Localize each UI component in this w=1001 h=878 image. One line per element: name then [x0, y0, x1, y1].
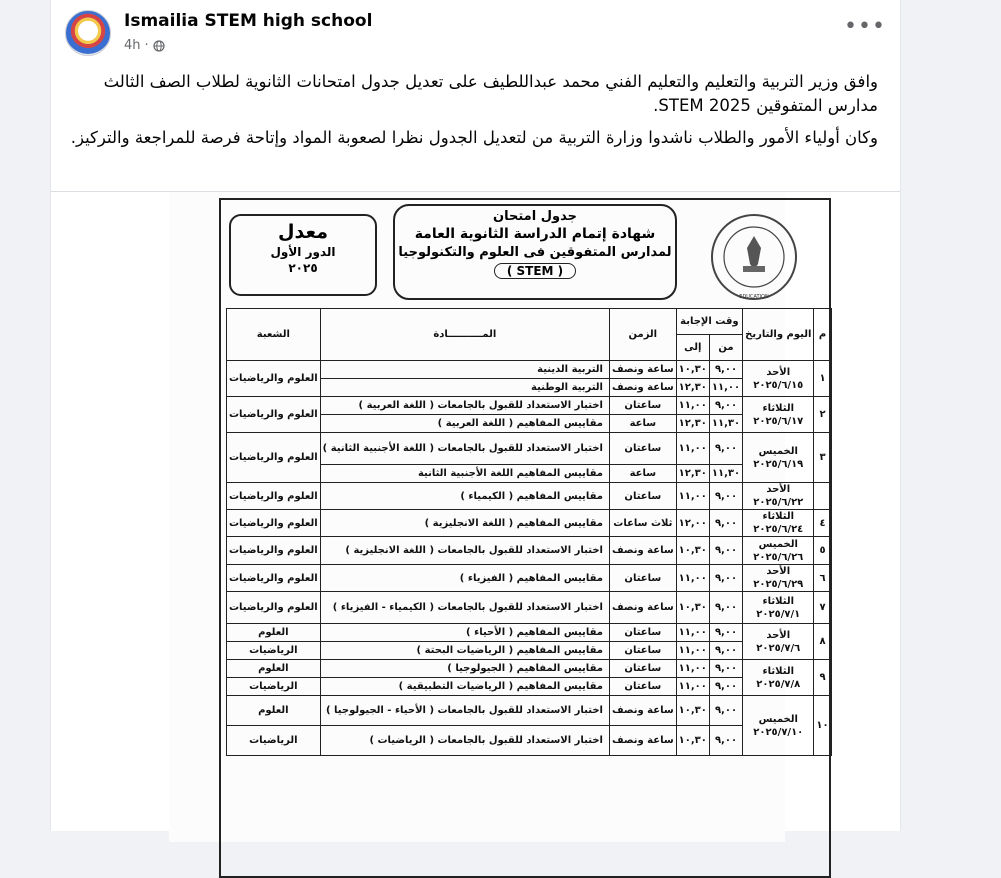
row-to: ١١,٠٠	[676, 660, 709, 678]
row-from: ٩,٠٠	[709, 537, 742, 565]
ministry-seal-icon	[695, 212, 813, 302]
post-text	[58, 70, 878, 158]
row-number	[814, 483, 831, 510]
row-to: ١٢,٠٠	[676, 510, 709, 537]
col-header-duration: الزمن	[609, 309, 676, 361]
row-number: ٤	[814, 510, 831, 537]
table-row	[227, 483, 832, 510]
row-day: الأحد	[766, 366, 791, 378]
exam-schedule-table	[226, 308, 832, 756]
row-date: ٢٠٢٥/٧/١	[756, 608, 801, 620]
row-to: ١١,٠٠	[676, 678, 709, 696]
row-from: ٩,٠٠	[709, 642, 742, 660]
table-row	[227, 361, 832, 379]
row-branch: العلوم	[227, 624, 321, 642]
row-branch: العلوم والرياضيات	[227, 537, 321, 565]
table-row	[227, 642, 832, 660]
row-number: ٣	[814, 433, 831, 483]
table-row	[227, 696, 832, 726]
post-card	[50, 0, 901, 831]
row-subject: مقاييس المفاهيم اللغة الأجنبية الثانية	[320, 465, 609, 483]
more-options-icon[interactable]: •••	[844, 14, 886, 39]
row-to: ١١,٠٠	[676, 397, 709, 415]
title-line-4: ( STEM )	[494, 263, 576, 279]
post-paragraph: وافق وزير التربية والتعليم والتعليم الفني محمد عبداللطيف على تعديل جدول امتحانات الثانوية لطلاب الصف الثالث مدارس المتفوقين STEM 2025.	[103, 72, 878, 115]
row-date: ٢٠٢٥/٧/١٠	[753, 726, 804, 738]
row-day: الأحد	[766, 629, 791, 641]
row-subject: اختبار الاستعداد للقبول بالجامعات ( اللغة الأجنبية الثانية )	[320, 433, 609, 465]
row-branch: العلوم والرياضيات	[227, 361, 321, 397]
row-date: ٢٠٢٥/٧/٦	[756, 642, 801, 654]
row-from: ٩,٠٠	[709, 678, 742, 696]
row-number: ٦	[814, 565, 831, 592]
row-number: ٨	[814, 624, 831, 660]
row-subject: اختبار الاستعداد للقبول بالجامعات ( الأحياء - الجيولوجيا )	[320, 696, 609, 726]
row-number: ١	[814, 361, 831, 397]
row-date: ٢٠٢٥/٦/٢٤	[753, 524, 804, 535]
row-day: الخميس	[758, 538, 798, 550]
row-duration: ساعتان	[609, 642, 676, 660]
table-row	[227, 624, 832, 642]
row-subject: مقاييس المفاهيم ( الأحياء )	[320, 624, 609, 642]
row-from: ٩,٠٠	[709, 361, 742, 379]
table-row	[227, 565, 832, 592]
row-from: ٩,٠٠	[709, 624, 742, 642]
row-date: ٢٠٢٥/٦/١٩	[753, 458, 804, 470]
row-duration: ساعتان	[609, 678, 676, 696]
row-to: ١١,٠٠	[676, 624, 709, 642]
col-header-from: من	[709, 335, 742, 361]
row-day-date	[743, 565, 814, 592]
row-duration: ساعتان	[609, 565, 676, 592]
page-avatar[interactable]	[65, 10, 111, 56]
row-duration: ساعتان	[609, 660, 676, 678]
row-day: الأحد	[766, 566, 791, 577]
row-day-date	[743, 537, 814, 565]
row-day-date	[743, 361, 814, 397]
badge-title: معدل	[278, 221, 328, 243]
row-branch: العلوم والرياضيات	[227, 483, 321, 510]
row-day-date	[743, 510, 814, 537]
row-from: ٩,٠٠	[709, 726, 742, 756]
row-day-date	[743, 483, 814, 510]
row-date: ٢٠٢٥/٧/٨	[756, 678, 801, 690]
row-day-date	[743, 660, 814, 696]
row-duration: ساعة ونصف	[609, 361, 676, 379]
svg-text:EDUCATION: EDUCATION	[739, 294, 769, 300]
post-time[interactable]: 4h	[124, 38, 141, 53]
row-duration: ثلاث ساعات	[609, 510, 676, 537]
title-line-3: لمدارس المتفوقين فى العلوم والتكنولوجيا	[398, 245, 672, 260]
row-branch: الرياضيات	[227, 726, 321, 756]
row-subject: مقاييس المفاهيم ( الفيزياء )	[320, 565, 609, 592]
row-subject: مقاييس المفاهيم ( الرياضيات البحتة )	[320, 642, 609, 660]
row-date: ٢٠٢٥/٦/٢٦	[753, 551, 804, 563]
row-to: ١٠,٣٠	[676, 592, 709, 624]
schedule-body	[227, 361, 832, 756]
row-subject: التربية الدينية	[320, 361, 609, 379]
row-duration: ساعتان	[609, 397, 676, 415]
row-day: الثلاثاء	[762, 402, 794, 414]
row-subject: مقاييس المفاهيم ( اللغة العربية )	[320, 415, 609, 433]
document-title	[393, 204, 677, 300]
row-to: ١٢,٣٠	[676, 415, 709, 433]
col-header-to: إلى	[676, 335, 709, 361]
title-line-1: جدول امتحان	[493, 209, 577, 224]
row-day: الثلاثاء	[762, 595, 794, 607]
row-from: ٩,٠٠	[709, 592, 742, 624]
row-branch: العلوم والرياضيات	[227, 565, 321, 592]
table-row	[227, 592, 832, 624]
row-branch: الرياضيات	[227, 642, 321, 660]
row-number: ٧	[814, 592, 831, 624]
row-day: الثلاثاء	[762, 511, 794, 522]
globe-icon	[153, 40, 165, 52]
row-branch: الرياضيات	[227, 678, 321, 696]
row-subject: مقاييس المفاهيم ( الرياضيات التطبيقية )	[320, 678, 609, 696]
row-from: ٩,٠٠	[709, 510, 742, 537]
row-to: ١١,٠٠	[676, 565, 709, 592]
row-day-date	[743, 592, 814, 624]
row-day-date	[743, 397, 814, 433]
table-row	[227, 510, 832, 537]
row-number: ١٠	[814, 696, 831, 756]
row-subject: اختبار الاستعداد للقبول بالجامعات ( الكيمياء - الفيزياء )	[320, 592, 609, 624]
title-line-2: شهادة إتمام الدراسة الثانوية العامة	[414, 226, 656, 242]
row-to: ١٠,٣٠	[676, 726, 709, 756]
row-duration: ساعة ونصف	[609, 696, 676, 726]
row-to: ١٢,٣٠	[676, 465, 709, 483]
row-number: ٩	[814, 660, 831, 696]
row-branch: العلوم	[227, 660, 321, 678]
row-day: الخميس	[758, 445, 798, 457]
row-from: ١١,٣٠	[709, 415, 742, 433]
table-row	[227, 660, 832, 678]
row-day-date	[743, 696, 814, 756]
row-to: ١١,٠٠	[676, 433, 709, 465]
col-header-branch: الشعبة	[227, 309, 321, 361]
row-duration: ساعة	[609, 415, 676, 433]
row-from: ٩,٠٠	[709, 565, 742, 592]
row-branch: العلوم والرياضيات	[227, 433, 321, 483]
row-from: ٩,٠٠	[709, 660, 742, 678]
row-duration: ساعتان	[609, 483, 676, 510]
row-duration: ساعة ونصف	[609, 592, 676, 624]
row-branch: العلوم	[227, 696, 321, 726]
badge-round: الدور الأول	[270, 245, 336, 259]
row-subject: اختبار الاستعداد للقبول بالجامعات ( اللغة العربية )	[320, 397, 609, 415]
row-number: ٢	[814, 397, 831, 433]
amended-badge	[229, 214, 377, 296]
row-day: الثلاثاء	[762, 665, 794, 677]
row-date: ٢٠٢٥/٦/١٥	[753, 379, 804, 391]
col-header-num: م	[814, 309, 831, 361]
row-day: الخميس	[758, 713, 798, 725]
col-header-subject: المــــــــــادة	[320, 309, 609, 361]
table-row	[227, 397, 832, 415]
row-to: ١٠,٣٠	[676, 537, 709, 565]
row-from: ١١,٣٠	[709, 465, 742, 483]
row-date: ٢٠٢٥/٦/٢٩	[753, 579, 804, 590]
table-row	[227, 678, 832, 696]
row-number: ٥	[814, 537, 831, 565]
row-from: ٩,٠٠	[709, 433, 742, 465]
post-meta: 4h ·	[124, 38, 165, 53]
row-subject: اختبار الاستعداد للقبول بالجامعات ( الرياضيات )	[320, 726, 609, 756]
row-subject: اختبار الاستعداد للقبول بالجامعات ( اللغة الانجليزية )	[320, 537, 609, 565]
row-subject: التربية الوطنية	[320, 379, 609, 397]
post-paragraph: وكان أولياء الأمور والطلاب ناشدوا وزارة التربية من لتعديل الجدول نظرا لصعوبة المواد وإتاحة فرصة للمراجعة والتركيز.	[70, 128, 878, 147]
row-to: ١١,٠٠	[676, 483, 709, 510]
row-duration: ساعتان	[609, 433, 676, 465]
row-date: ٢٠٢٥/٦/١٧	[753, 415, 804, 427]
table-row	[227, 537, 832, 565]
row-to: ١٠,٣٠	[676, 361, 709, 379]
row-duration: ساعتان	[609, 624, 676, 642]
row-branch: العلوم والرياضيات	[227, 397, 321, 433]
row-subject: مقاييس المفاهيم ( اللغة الانجليزية )	[320, 510, 609, 537]
row-to: ١٢,٣٠	[676, 379, 709, 397]
row-to: ١١,٠٠	[676, 642, 709, 660]
col-header-day: اليوم والتاريخ	[743, 309, 814, 361]
row-day-date	[743, 624, 814, 660]
row-subject: مقاييس المفاهيم ( الكيمياء )	[320, 483, 609, 510]
row-from: ٩,٠٠	[709, 397, 742, 415]
table-row	[227, 726, 832, 756]
post-header	[65, 8, 886, 58]
author-name[interactable]: Ismailia STEM high school	[124, 11, 373, 31]
col-header-answer-time: وقت الإجابة	[676, 309, 742, 335]
row-from: ١١,٠٠	[709, 379, 742, 397]
row-duration: ساعة	[609, 465, 676, 483]
table-row	[227, 433, 832, 465]
row-day-date	[743, 433, 814, 483]
row-from: ٩,٠٠	[709, 696, 742, 726]
row-from: ٩,٠٠	[709, 483, 742, 510]
row-subject: مقاييس المفاهيم ( الجيولوجيا )	[320, 660, 609, 678]
row-duration: ساعة ونصف	[609, 726, 676, 756]
badge-year: ٢٠٢٥	[288, 261, 318, 275]
row-branch: العلوم والرياضيات	[227, 510, 321, 537]
row-to: ١٠,٣٠	[676, 696, 709, 726]
row-branch: العلوم والرياضيات	[227, 592, 321, 624]
post-photo[interactable]	[169, 192, 829, 842]
row-duration: ساعة ونصف	[609, 537, 676, 565]
row-duration: ساعة ونصف	[609, 379, 676, 397]
row-date: ٢٠٢٥/٦/٢٢	[753, 497, 804, 508]
row-day: الأحد	[766, 484, 791, 495]
